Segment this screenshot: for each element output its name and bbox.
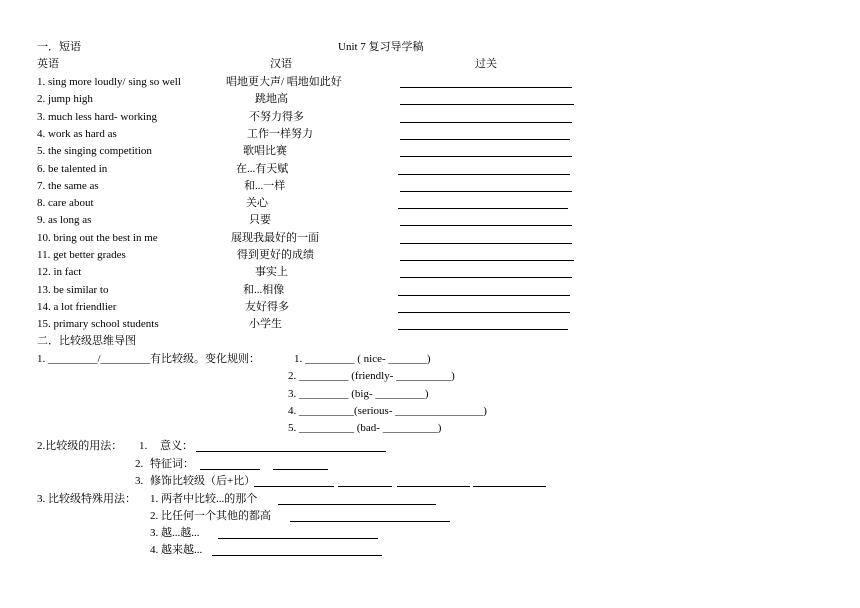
column-header-english: 英语 [37,58,59,70]
phrase-chinese: 和...相像 [243,283,285,296]
change-rule-item: 4. __________(serious- ________________) [288,404,487,417]
phrase-english: 9. as long as [37,214,92,227]
comparative-rule-line: 1. _________/_________有比较级。变化规则： [37,353,261,365]
usage-modifiers-blank[interactable] [338,486,392,487]
phrase-chinese: 唱地更大声/ 唱地如此好 [226,76,342,88]
change-rule-item: 5. __________ (bad- __________) [288,422,442,435]
usage-item-meaning: 意义： [160,440,193,452]
phrase-check-blank[interactable] [400,156,572,157]
phrase-english: 3. much less hard- working [37,110,158,123]
phrase-chinese: 关心 [246,197,268,210]
usage-markers-blank[interactable] [200,469,260,470]
column-header-check: 过关 [475,58,497,70]
special-usage-blank[interactable] [290,521,450,522]
phrase-english: 14. a lot friendlier [37,300,117,313]
phrase-chinese: 友好得多 [245,300,289,313]
phrase-chinese: 事实上 [255,266,288,279]
usage-modifiers-blank[interactable] [473,486,546,487]
phrase-chinese: 跳地高 [255,93,288,106]
phrase-check-blank[interactable] [400,260,574,261]
phrase-chinese: 只要 [249,214,271,227]
phrase-english: 5. the singing competition [37,145,152,158]
phrase-chinese: 得到更好的成绩 [237,249,314,261]
change-rule-item: 1. _________ ( nice- _______) [294,353,431,365]
usage-modifiers-blank[interactable] [397,486,470,487]
change-rule-item: 2. _________ (friendly- __________) [288,370,455,383]
usage-label: 2.比较级的用法： [37,440,123,452]
phrase-check-blank[interactable] [400,122,572,123]
phrase-check-blank[interactable] [398,208,568,209]
phrase-check-blank[interactable] [400,225,572,226]
usage-item-markers: 特征词： [150,458,194,470]
phrase-check-blank[interactable] [400,104,574,105]
phrase-check-blank[interactable] [400,191,572,192]
phrase-chinese: 和...一样 [244,179,286,192]
phrase-check-blank[interactable] [400,243,572,244]
phrase-chinese: 在...有天赋 [236,162,289,175]
phrase-chinese: 歌唱比赛 [243,145,287,158]
special-usage-item: 3. 越...越... [150,527,200,539]
phrase-check-blank[interactable] [398,295,570,296]
phrase-chinese: 工作一样努力 [247,127,313,140]
section2-heading: 二．比较级思维导图 [37,335,136,347]
special-usage-label: 3. 比较级特殊用法： [37,493,136,505]
phrase-english: 8. care about [37,197,94,210]
phrase-check-blank[interactable] [400,87,572,88]
special-usage-item: 2. 比任何一个其他的都高 [150,510,271,522]
special-usage-blank[interactable] [278,504,436,505]
change-rule-item: 3. _________ (big- _________) [288,387,429,400]
usage-modifiers-blank[interactable] [254,486,334,487]
phrase-chinese: 小学生 [249,318,282,331]
phrase-english: 11. get better grades [37,249,126,261]
phrase-english: 2. jump high [37,93,93,106]
usage-markers-blank[interactable] [273,469,328,470]
phrase-english: 15. primary school students [37,318,159,331]
phrase-check-blank[interactable] [398,329,568,330]
phrase-check-blank[interactable] [398,312,570,313]
page-title: Unit 7 复习导学稿 [338,41,424,53]
column-header-chinese: 汉语 [270,58,292,70]
phrase-chinese: 不努力得多 [249,110,304,123]
phrase-check-blank[interactable] [400,139,570,140]
usage-item-modifiers: 修饰比较级（后+比） [150,475,256,487]
special-usage-item: 1. 两者中比较...的那个 [150,493,258,505]
special-usage-blank[interactable] [218,538,378,539]
phrase-english: 12. in fact [37,266,82,279]
special-usage-blank[interactable] [212,555,382,556]
usage-meaning-blank[interactable] [196,451,386,452]
phrase-english: 6. be talented in [37,162,108,175]
usage-item-number: 3. [135,475,144,487]
phrase-english: 13. be similar to [37,283,109,296]
section1-heading: 一．短语 [37,41,81,53]
phrase-check-blank[interactable] [400,277,572,278]
phrase-english: 10. bring out the best in me [37,231,158,244]
phrase-english: 7. the same as [37,179,99,192]
usage-item-number: 2. [135,458,144,470]
phrase-chinese: 展现我最好的一面 [231,231,319,244]
special-usage-item: 4. 越来越... [150,544,203,556]
usage-item-number: 1. [139,440,148,452]
phrase-english: 4. work as hard as [37,127,117,140]
phrase-check-blank[interactable] [398,174,570,175]
phrase-english: 1. sing more loudly/ sing so well [37,76,181,88]
